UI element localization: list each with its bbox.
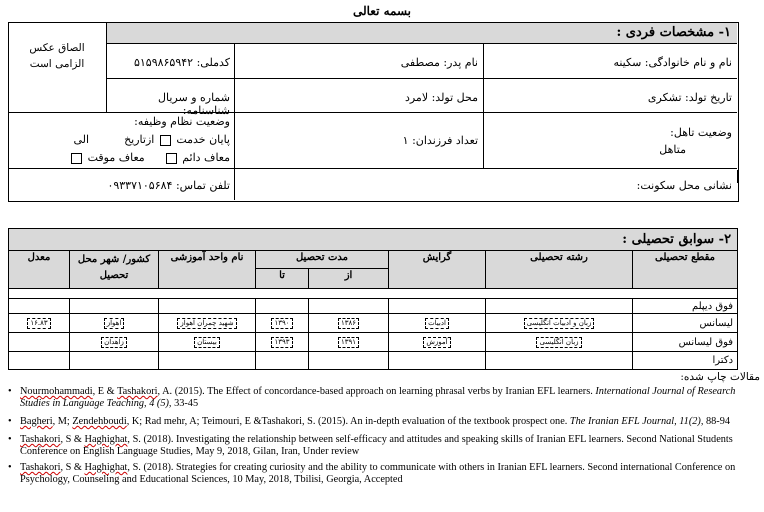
table-row [9, 299, 738, 314]
to-cell [256, 299, 309, 314]
military-from-label: ازتاریخ [124, 133, 155, 146]
exempt-temp-label: معاف موقت [87, 151, 145, 164]
gpa-cell [9, 352, 70, 370]
national-code: کدملی: ۵۱۵۹۸۶۵۹۴۲ [133, 56, 230, 69]
unit-cell: شهید چمران اهواز [159, 314, 256, 333]
military-row1 [40, 133, 230, 146]
orientation-cell [389, 299, 486, 314]
birth-date: تاریخ تولد: تشکری [647, 91, 732, 104]
col-to: تا [256, 269, 309, 289]
level-cell: فوق لیسانس [633, 333, 738, 352]
field-cell [486, 352, 633, 370]
unit-cell [159, 352, 256, 370]
to-cell: ۱۳۹۳ [256, 333, 309, 352]
table-row [9, 352, 738, 370]
marital-label: وضعیت تاهل: [670, 126, 732, 139]
unit-cell: بیستان [159, 333, 256, 352]
col-unit: نام واحد آموزشی [159, 251, 256, 289]
bullet-icon: • [8, 434, 12, 445]
military-end-label: پایان خدمت [176, 133, 230, 146]
bullet-icon: • [8, 416, 12, 427]
gpa-cell: ۱۶.۸۳ [9, 314, 70, 333]
city-cell [70, 352, 159, 370]
photo-note: الصاق عکس الزامی است [29, 42, 85, 70]
row-divider [8, 168, 737, 169]
col-field: رشته تحصیلی [486, 251, 633, 289]
level-cell: لیسانس [633, 314, 738, 333]
military-to-label: الی [73, 133, 90, 146]
military-title: وضعیت نظام وظیفه: [134, 115, 230, 128]
city-cell [70, 299, 159, 314]
section1-heading: ۱- مشخصات فردی : [107, 23, 737, 43]
reference-item: • Tashakori, S & Haghighat, S. (2018). Strategies for creating curiosity and the ability to communicate with others in Iranian EFL learners. Second international Conference on Psychology, Counseling and Educational Sciences, 10 May, 2018, Tbilisi, Georgia, Accepted [8, 462, 736, 485]
table-row [9, 314, 738, 333]
from-cell: ۱۳۸۶ [309, 314, 389, 333]
level-cell: فوق دیپلم [633, 299, 738, 314]
children-count: تعداد فرزندان: ۱ [402, 134, 478, 147]
text-cursor [737, 170, 738, 183]
col-gpa: معدل [9, 251, 70, 289]
id-serial: شماره و سریال شناسنامه: [158, 91, 230, 117]
field-cell [486, 299, 633, 314]
phone: تلفن تماس: ۰۹۳۳۷۱۰۵۶۸۴ [107, 179, 230, 192]
reference-item: • Bagheri, M; Zendehboudi, K; Rad mehr, A; Teimouri, E &Tashakori, S. (2015). An in-depth evaluation of the textbook prospect one. The Iranian EFL Journal, 11(2), 88-94 [8, 416, 731, 427]
page-title: بسمه تعالی [352, 4, 412, 18]
col-divider [234, 43, 235, 200]
field-cell: زبان انگلیسی [486, 333, 633, 352]
row-divider [106, 43, 737, 44]
to-cell: ۱۳۹۰ [256, 314, 309, 333]
bullet-icon: • [8, 462, 12, 473]
gpa-cell [9, 299, 70, 314]
gpa-cell [9, 333, 70, 352]
level-cell: دکترا [633, 352, 738, 370]
full-name: نام و نام خانوادگی: سکینه [613, 56, 732, 69]
military-row2 [60, 151, 230, 164]
col-orientation: گرایش [389, 251, 486, 289]
col-city: کشور/ شهر محل تحصیل [70, 251, 159, 289]
spacer-row [9, 289, 738, 299]
field-cell: زبان و ادبیات انگلیسی [486, 314, 633, 333]
reference-item: • Nourmohammadi, E & Tashakori, A. (2015). The Effect of concordance-based approach on learning phrasal verbs by Iranian EFL learners. International Journal of Research Studies in Language Teaching, 4 (5), 33-45 [8, 386, 736, 409]
orientation-cell [389, 352, 486, 370]
orientation-cell: ادبیات [389, 314, 486, 333]
father-name: نام پدر: مصطفی [400, 56, 478, 69]
col-from: از [309, 269, 389, 289]
exempt-perm-label: معاف دائم [182, 151, 230, 164]
marital-value: متاهل [659, 143, 686, 156]
references-list [6, 386, 760, 486]
city-cell: زاهدان [70, 333, 159, 352]
reference-item: • Tashakori, S & Haghighat, S. (2018). Investigating the relationship between self-efficacy and attitudes and speaking skills of Iranian EFL learners. Second National Students Conference on English Language Studies, May 9, 2018, Gilan, Iran, Under review [8, 434, 733, 457]
from-cell [309, 299, 389, 314]
orientation-cell: آموزش [389, 333, 486, 352]
row-divider [106, 78, 737, 79]
military-end-checkbox[interactable] [160, 135, 171, 146]
city-cell: اهواز [70, 314, 159, 333]
birth-place: محل تولد: لامرد [404, 91, 478, 104]
section2-heading: ۲- سوابق تحصیلی : [9, 229, 738, 251]
articles-label: مقالات چاپ شده: [680, 371, 760, 383]
exempt-temp-checkbox[interactable] [71, 153, 82, 164]
col-level: مقطع تحصیلی [633, 251, 738, 289]
from-cell: ۱۳۹۱ [309, 333, 389, 352]
to-cell [256, 352, 309, 370]
unit-cell [159, 299, 256, 314]
bullet-icon: • [8, 386, 12, 397]
exempt-perm-checkbox[interactable] [166, 153, 177, 164]
col-duration: مدت تحصیل [256, 251, 389, 269]
address-label: نشانی محل سکونت: [636, 179, 732, 192]
table-row [9, 333, 738, 352]
education-table [8, 228, 738, 370]
col-divider [483, 43, 484, 169]
from-cell [309, 352, 389, 370]
